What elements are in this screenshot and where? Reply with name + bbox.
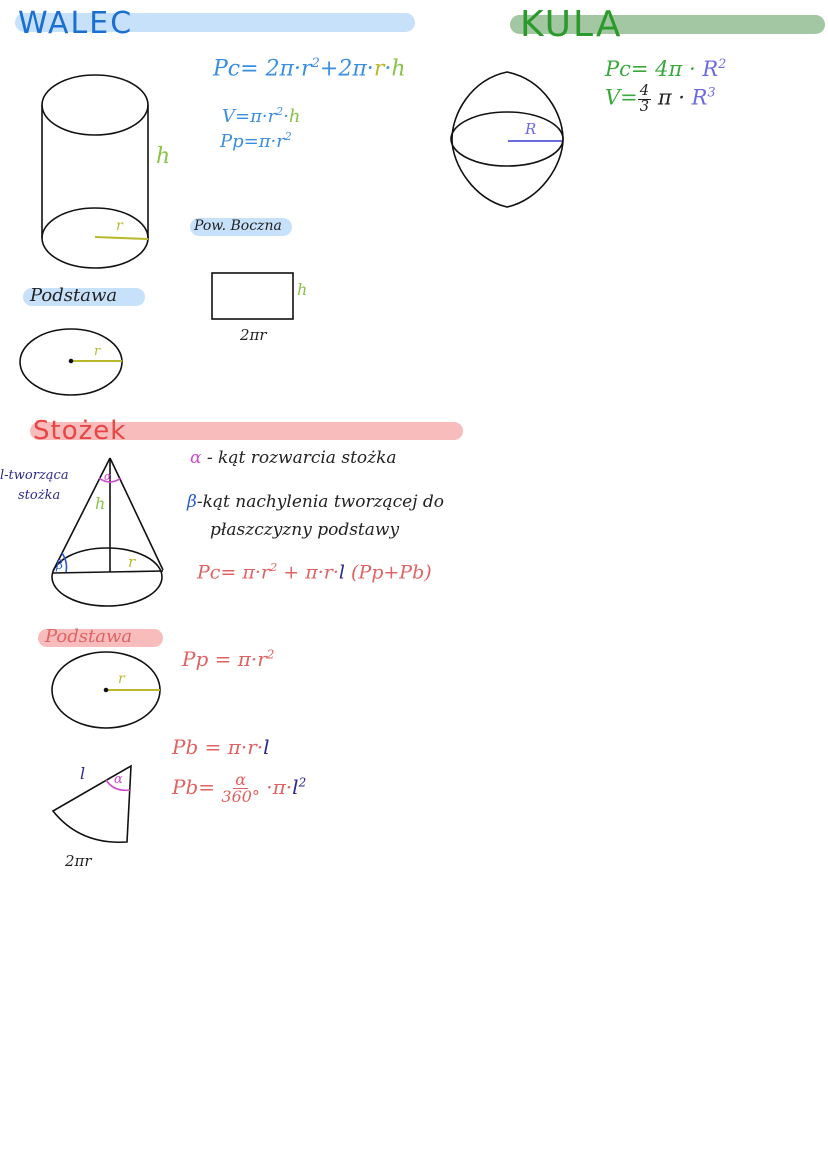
sector-l-label: l xyxy=(80,764,86,783)
walec-pc-formula xyxy=(213,56,406,81)
generatrix-label-2: stożka xyxy=(18,488,61,503)
rect-h-label: h xyxy=(297,280,308,299)
cone-beta-mark: β xyxy=(56,558,63,572)
walec-pp-formula xyxy=(220,130,292,152)
stozek-pb2-exp: 2 xyxy=(298,775,307,790)
v-lhs: V=π·r xyxy=(222,106,277,127)
walec-title: WALEC xyxy=(18,6,134,41)
generatrix-label: l-tworząca xyxy=(0,468,69,483)
pc-h: h xyxy=(391,56,406,82)
sector-arc-label: 2πr xyxy=(65,852,92,870)
kula-v-lhs: V= xyxy=(605,85,638,110)
pc-r: r xyxy=(373,56,385,82)
stozek-pb2-num: α xyxy=(235,770,247,789)
v-exp: 2 xyxy=(276,105,284,118)
pow-boczna-label: Pow. Boczna xyxy=(194,218,282,234)
alpha-symbol: α xyxy=(190,448,202,468)
cylinder-base-circle xyxy=(20,329,122,395)
pc-a-exp: 2 xyxy=(311,56,320,71)
lateral-rectangle xyxy=(212,273,293,319)
kula-v-num: 4 xyxy=(639,82,650,99)
kula-pc-exp: 2 xyxy=(718,56,727,71)
stozek-pp-exp: 2 xyxy=(266,647,275,662)
base-r-label: r xyxy=(94,344,101,359)
stozek-pc-exp: 2 xyxy=(270,560,278,574)
stozek-pb2-b: ·π· xyxy=(266,775,293,799)
beta-text: -kąt nachylenia tworzącej do xyxy=(196,492,445,512)
kula-v-pi: π · xyxy=(657,85,685,110)
kula-v-den: 3 xyxy=(639,97,650,115)
kula-pc-R: R xyxy=(702,57,719,81)
stozek-pb1-a: Pb = π·r· xyxy=(172,735,264,759)
sector-alpha-label: α xyxy=(114,772,123,787)
walec-v-formula xyxy=(222,105,300,127)
pp-exp: 2 xyxy=(284,130,292,143)
rect-w-label: 2πr xyxy=(240,326,267,344)
cylinder-radius xyxy=(95,237,148,239)
kula-title: KULA xyxy=(520,4,623,45)
cylinder-h-label: h xyxy=(156,144,171,169)
kula-v-formula xyxy=(605,84,715,114)
v-rest: · xyxy=(283,106,289,127)
cone-r-label: r xyxy=(128,553,136,571)
cone-base-circle xyxy=(52,652,160,728)
stozek-pb2-den: 360° xyxy=(221,787,260,806)
alpha-definition xyxy=(190,448,397,468)
cylinder-top xyxy=(42,75,148,135)
pc-dot: · xyxy=(384,56,392,82)
v-h: h xyxy=(288,106,301,127)
beta-definition xyxy=(187,492,444,512)
alpha-text: - kąt rozwarcia stożka xyxy=(206,448,397,468)
cylinder-r-label: r xyxy=(116,218,123,234)
kula-v-exp: 3 xyxy=(707,84,716,100)
stozek-pc-formula xyxy=(197,560,432,583)
stozek-pc-l: l xyxy=(338,561,345,584)
stozek-base-r-label: r xyxy=(118,671,125,687)
stozek-pb2-formula xyxy=(172,772,306,805)
walec-podstawa-label: Podstawa xyxy=(30,285,118,306)
pc-lhs: Pc= xyxy=(213,56,259,82)
beta-definition-2: płaszczyzny podstawy xyxy=(210,520,400,540)
pp-lhs: Pp=π·r xyxy=(220,131,285,152)
stozek-pc-b: + π·r· xyxy=(283,561,339,584)
stozek-pp-a: Pp = π·r xyxy=(182,647,267,671)
kula-pc-lhs: Pc= 4π · xyxy=(605,57,696,81)
stozek-pp-formula xyxy=(182,647,274,671)
beta-symbol: β xyxy=(187,492,197,512)
cylinder-drawing xyxy=(42,75,148,268)
cone-h-label: h xyxy=(95,494,106,513)
stozek-title: Stożek xyxy=(33,416,127,446)
kula-v-R: R xyxy=(691,85,708,110)
stozek-pc-a: Pc= π·r xyxy=(197,561,270,584)
cone-alpha-mark: α xyxy=(104,470,112,483)
pc-a: 2π·r xyxy=(265,56,312,82)
stozek-pc-c: (Pp+Pb) xyxy=(351,561,432,584)
sphere-drawing xyxy=(451,72,563,207)
pc-b: +2π· xyxy=(319,56,374,82)
stozek-pb2-l: l xyxy=(292,775,299,799)
stozek-pb1-l: l xyxy=(263,735,270,759)
kula-pc-formula xyxy=(605,56,726,81)
stozek-pb2-a: Pb= xyxy=(172,775,216,799)
stozek-pb1-formula xyxy=(172,735,270,759)
stozek-podstawa-label: Podstawa xyxy=(45,626,133,647)
sphere-r-label: R xyxy=(525,120,537,138)
